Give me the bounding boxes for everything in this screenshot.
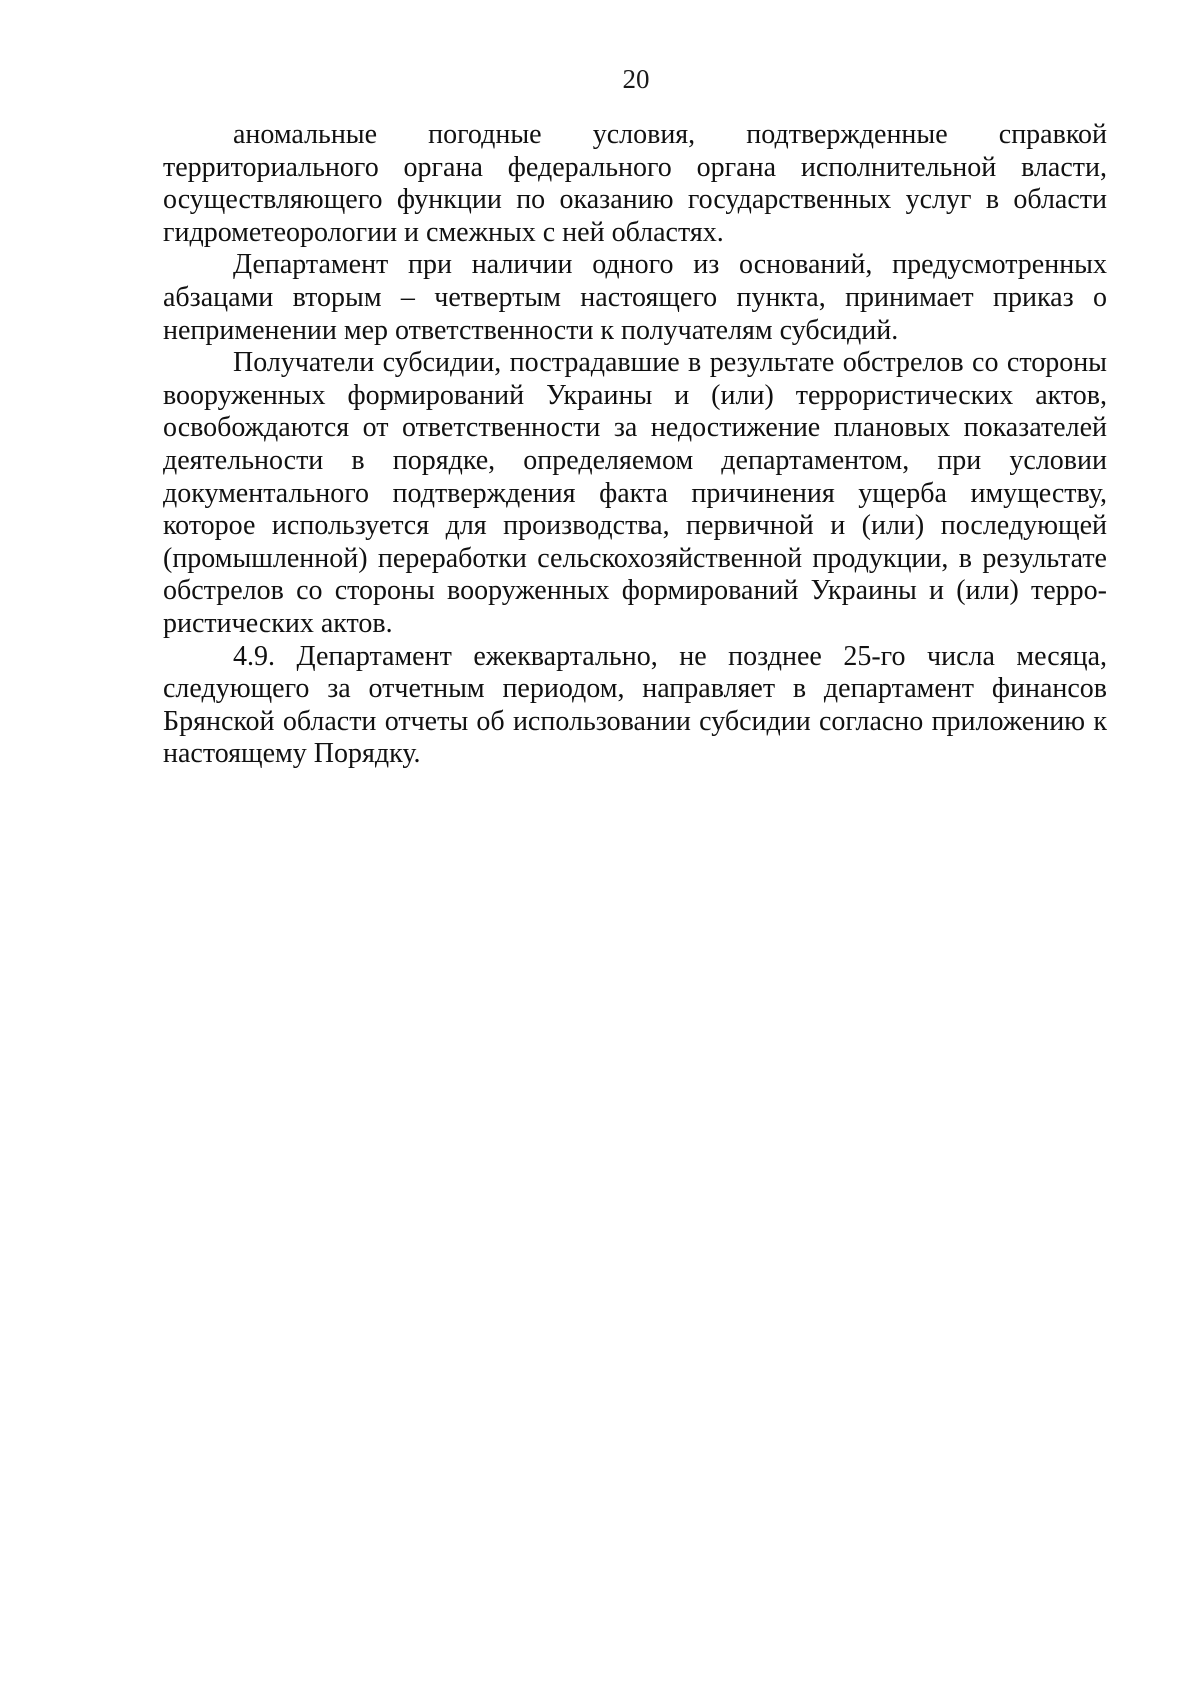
paragraph-department-order: Департамент при наличии одного из оснований, предусмотренных абзацами вторым – четвертым настоящего пункта, принимает приказ о неприменении мер ответственности к получателям субсидий. (163, 249, 1107, 346)
paragraph-weather-conditions: аномальные погодные условия, подтвержденные справкой территориального органа федерального органа исполнительной власти, осуществляющего функции по оказанию государственных услуг в области гидрометеорологии и смежных с ней областях. (163, 119, 1107, 248)
page-number: 20 (622, 64, 650, 94)
paragraph-quarterly-reports: 4.9. Департамент ежеквартально, не позднее 25-го числа месяца, следующего за отчетным периодом, направляет в департамент финансов Брянской области отчеты об использовании субсидии согласно приложению к настоящему Порядку. (163, 640, 1107, 770)
paragraph-recipients-shelling: Получатели субсидии, пострадавшие в результате обстрелов со стороны вооруженных формирований Украины и (или) террористических актов, освобождаются от ответственности за недостижение плановых показателей деятельности в порядке, определяемом департаментом, при условии документального подтверждения факта причинения ущерба имуществу, которое используется для производства, первичной и (или) последующей (промышленной) переработки сельскохозяйственной продукции, в результате обстрелов со стороны вооруженных формирований Украины и (или) террористических актов. (163, 347, 1107, 639)
document-body (163, 119, 1107, 771)
